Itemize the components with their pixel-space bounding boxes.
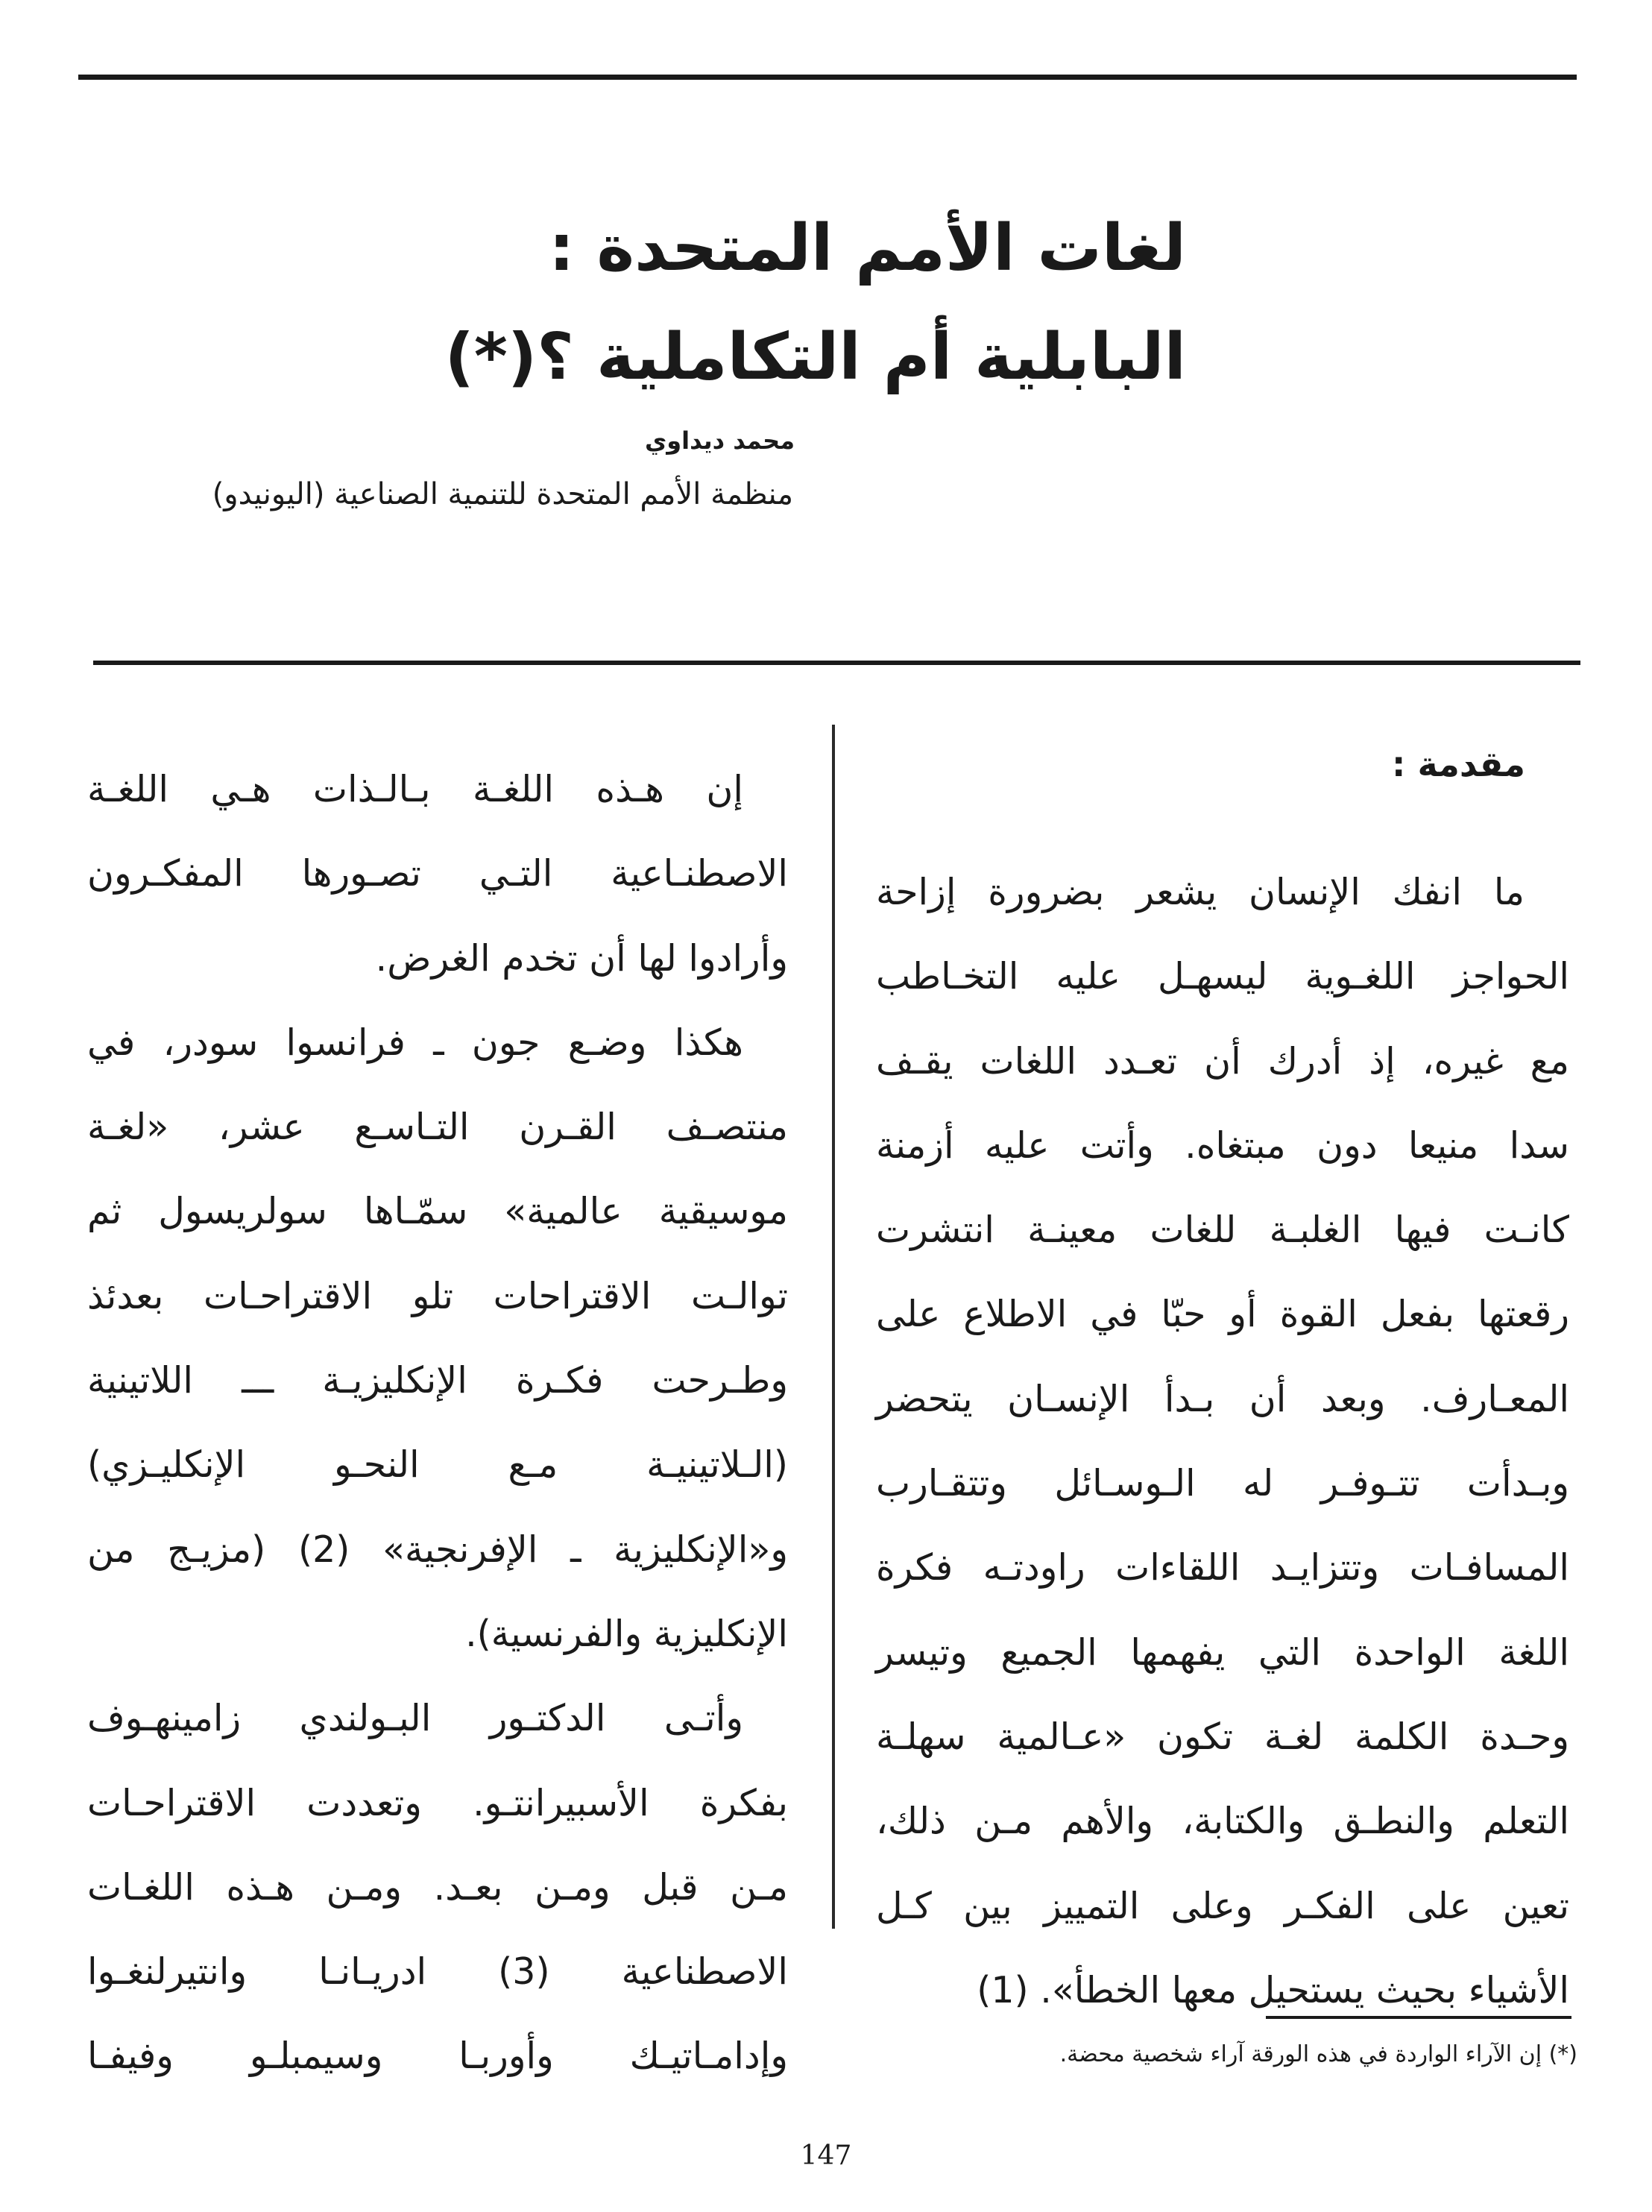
text-line: بفكرة الأسبيرانتـو. وتعددت الاقتراحـات xyxy=(87,1781,788,1824)
page-number: 147 xyxy=(800,2140,852,2171)
author-name: محمد ديداوي xyxy=(644,426,795,455)
text-line: إن هـذه اللغـة بـالـذات هـي اللغـة xyxy=(87,768,743,810)
text-line: مـن قبل ومـن بعـد. ومـن هـذه اللغـات xyxy=(87,1865,788,1909)
text-line: موسيقية عالمية» سمّـاها سولريسول ثم xyxy=(87,1190,788,1233)
text-line: و«الإنكليزية ـ الإفرنجية» (2) (مزيـج من xyxy=(87,1528,788,1571)
article-title-line-1: لغات الأمم المتحدة : xyxy=(549,210,1186,286)
text-line: الإنكليزية والفرنسية). xyxy=(465,1612,788,1655)
text-line: (الـلاتينيـة مـع النحـو الإنكليـزي) xyxy=(87,1443,788,1487)
text-line: ما انفك الإنسان يشعر بضرورة إزاحة xyxy=(876,871,1525,913)
text-line: الاصطنـاعية التـي تصـورها المفكـرون xyxy=(87,852,788,895)
text-line: المسافـات وتتزايـد اللقاءات راودتـه فكرة xyxy=(876,1546,1569,1589)
text-line: كانـت فيها الغلبـة للغات معينـة انتشرت xyxy=(876,1209,1569,1252)
text-line: وأرادوا لها أن تخدم الغرض. xyxy=(375,936,788,980)
text-line: مع غيره، إذ أدرك أن تعـدد اللغات يقـف xyxy=(876,1039,1569,1083)
text-line: وطـرحت فكـرة الإنكليزيـة ـــ اللاتينية xyxy=(87,1359,788,1402)
text-line: وإدامـاتيـك وأوربـا وسيمبلـو وفيفـا xyxy=(87,2035,788,2078)
text-line: المعـارف. وبعد أن بـدأ الإنسـان يتحضر xyxy=(876,1377,1569,1420)
text-line: تعين على الفكـر وعلى التمييز بين كـل xyxy=(876,1884,1569,1927)
text-line: وحـدة الكلمة لغـة تكون «عـالمية سهلـة xyxy=(876,1715,1569,1758)
text-line: الأشياء بحيث يستحيل معها الخطأ». (1) xyxy=(977,1968,1569,2011)
footnote-rule xyxy=(1266,2016,1571,2019)
right-column xyxy=(876,850,1569,2032)
text-line: توالـت الاقتراحات تلو الاقتراحـات بعدئذ xyxy=(87,1274,788,1317)
article-title-line-2: البابلية أم التكاملية ؟(*) xyxy=(444,319,1186,394)
text-line: الاصطناعية (3) ادريـانـا وانتيرلنغـوا xyxy=(87,1950,788,1994)
text-line: وأتـى الدكتـور البـولندي زامينهـوف xyxy=(87,1697,743,1740)
text-line: سدا منيعا دون مبتغاه. وأتت عليه أزمنة xyxy=(876,1124,1569,1167)
top-rule xyxy=(78,75,1577,80)
text-line: رقعتها بفعل القوة أو حبّا في الاطلاع على xyxy=(876,1293,1569,1336)
text-line: وبـدأت تتـوفـر له الـوسـائل وتتقـارب xyxy=(876,1462,1569,1505)
footnote: (*) إن الآراء الواردة في هذه الورقة آراء شخصية محضة. xyxy=(1059,2041,1577,2067)
text-line: الحواجز اللغـوية ليسهـل عليه التخـاطب xyxy=(876,955,1569,998)
section-heading: مقدمة : xyxy=(1392,744,1525,784)
text-line: منتصـف القـرن التـاسـع عشر، «لغـة xyxy=(87,1106,788,1149)
text-line: هكذا وضـع جون ـ فرانسوا سودر، في xyxy=(87,1021,743,1064)
left-column xyxy=(87,747,788,2099)
column-divider xyxy=(832,725,835,1929)
text-line: التعلم والنطـق والكتابة، والأهم مـن ذلك، xyxy=(876,1800,1569,1843)
header-divider xyxy=(93,661,1580,665)
text-line: اللغة الواحدة التي يفهمها الجميع وتيسر xyxy=(876,1630,1569,1674)
author-affiliation: منظمة الأمم المتحدة للتنمية الصناعية (اليونيدو) xyxy=(212,477,793,511)
